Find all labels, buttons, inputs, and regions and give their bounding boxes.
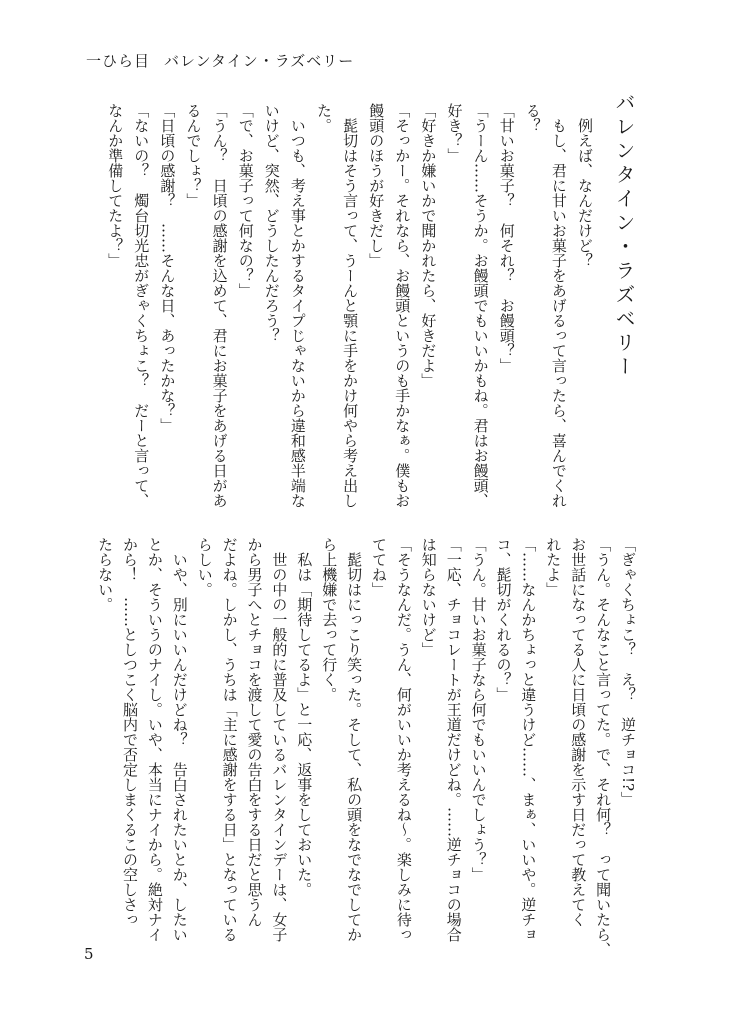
text-column: から男子へとチョコを渡して愛の告白をする日だと思うん	[245, 537, 264, 927]
text-column: ててね」	[370, 537, 388, 597]
header-chapter: 一ひら目	[86, 52, 151, 70]
text-column: たらない。	[96, 537, 115, 612]
text-column: 「うん。甘いお菓子なら何でもいいんでしょう？」	[469, 537, 488, 882]
text-column: なんか準備してたよ？」	[106, 103, 125, 268]
text-column: とか、そういうのナイし。いや、本当にナイから。絶対ナイ	[145, 537, 164, 942]
text-column: 「日頃の感謝？ ……そんな日、あったかな？」	[158, 103, 177, 433]
text-column: コ、髭切がくれるの？」	[494, 537, 513, 702]
text-column: 「好きか嫌いかで聞かれたら、好きだよ」	[419, 103, 438, 388]
text-column: るんでしょ？」	[184, 103, 203, 208]
running-header	[86, 50, 354, 71]
text-column: 「そうなんだ。うん、何がいいか考えるね～。楽しみに待っ	[394, 537, 413, 942]
text-column: 「で、お菓子って何なの？」	[236, 103, 255, 298]
text-column: 「……なんかちょっと違うけど……、まぁ、いいや。逆チョ	[519, 537, 538, 942]
text-column: もし、君に甘いお菓子をあげるって言ったら、喜んでくれ	[549, 118, 568, 508]
text-column: から！ ……としつこく脳内で否定しまくるこの空しさっ	[121, 537, 139, 927]
text-column: だよね。しかし、うちは「主に感謝をする日」となっている	[220, 537, 239, 942]
text-column: いや、別にいいんだけどね？ 告白されたいとか、したい	[170, 552, 189, 942]
text-column: 「甘いお菓子？ 何それ？ お饅頭？」	[497, 103, 516, 373]
text-column: らしい。	[195, 537, 214, 597]
text-column: 「そっかー。それなら、お饅頭というのも手かなぁ。僕もお	[393, 103, 412, 508]
text-column: 世の中の一般的に普及しているバレンタインデーは、女子	[270, 552, 289, 942]
text-column: 好き？」	[445, 103, 464, 163]
header-title: バレンタイン・ラズベリー	[164, 52, 355, 70]
text-column: た。	[315, 103, 333, 133]
text-column: 髭切はにっこり笑った。そして、私の頭をなでなでしてか	[345, 552, 364, 942]
text-column: 例えば、なんだけど？	[576, 118, 594, 268]
text-column: 「ぎゃくちょこ？ え？ 逆チョコ!?」	[619, 537, 637, 807]
text-column: 髭切はそう言って、うーんと顎に手をかけ何やら考え出し	[341, 118, 360, 508]
text-column: いけど、突然、どうしたんだろう？	[262, 103, 281, 343]
text-column: 「うん？ 日頃の感謝を込めて、君にお菓子をあげる日があ	[210, 103, 229, 508]
text-column: お世話になってる人に日頃の感謝を示す日だって教えてく	[569, 537, 588, 927]
text-column: る？	[523, 103, 542, 133]
text-column: 「一応、チョコレートが王道だけどね。……逆チョコの場合	[444, 537, 463, 942]
chapter-title: バレンタイン・ラズベリー	[612, 92, 636, 380]
text-column: 「ないの？ 燭台切光忠がぎゃくちょこ？ だーと言って、	[132, 103, 151, 508]
page-number: 5	[84, 945, 94, 963]
text-column: 「うん。そんなこと言ってた。で、それ何？ って聞いたら、	[594, 537, 613, 957]
text-column: いつも、考え事とかするタイプじゃないから違和感半端な	[288, 118, 307, 508]
text-column: 私は「期待してるよ」と一応、返事をしておいた。	[295, 552, 314, 897]
text-column: は知らないけど」	[419, 537, 438, 657]
text-column: れたよ」	[544, 537, 563, 597]
text-column: 「うーん……そうか。お饅頭でもいいかもね。君はお饅頭、	[471, 103, 490, 508]
text-column: 饅頭のほうが好きだし」	[367, 103, 386, 268]
text-column: ら上機嫌で去って行く。	[320, 537, 339, 702]
